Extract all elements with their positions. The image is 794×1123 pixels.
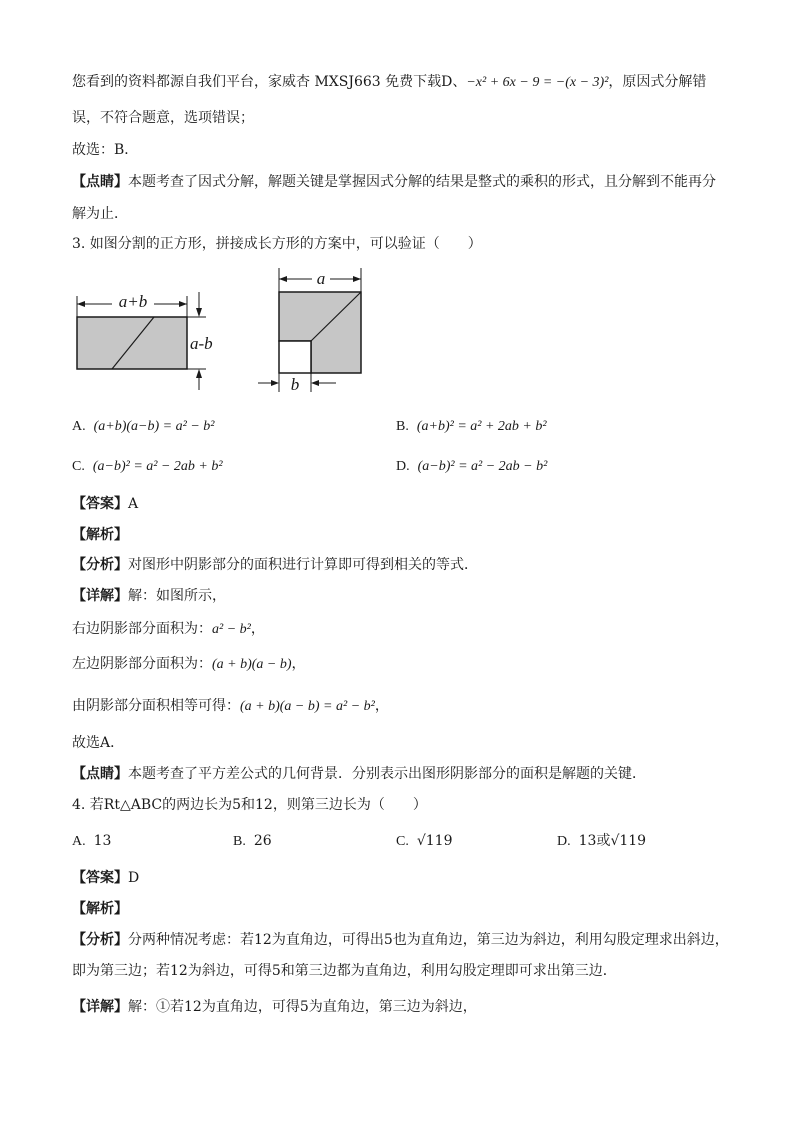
prev-comment-text1: 本题考查了因式分解，解题关键是掌握因式分解的结果是整式的乘积的形式，且分解到不能再分 [128, 174, 716, 190]
q3-answer-tag: 【答案】 [72, 496, 128, 512]
q4-option-a: A. 13 [72, 833, 112, 849]
q3-comment-tag: 【点睛】 [72, 766, 128, 782]
q3-fenxi: 对图形中阴影部分的面积进行计算即可得到相关的等式． [128, 557, 478, 573]
q3-detail-line [72, 586, 226, 606]
q4-stem: 4. 若Rt△ABC的两边长为5和12，则第三边长为（ ） [72, 797, 427, 813]
q3-option-c-math: (a−b)² = a² − 2ab + b² [92, 459, 223, 474]
q3-left-area-text: 左边阴影部分面积为： [72, 656, 212, 672]
q4-fenxi-line2: 即为第三边；若12为斜边，可得5和第三边都为直角边，利用勾股定理即可求出第三边． [72, 963, 617, 979]
prev-comment-line2: 解为止． [72, 206, 128, 222]
q4-fenxi-tag: 【分析】 [72, 932, 128, 948]
q4-detail: 解：①若12为直角边，可得5为直角边，第三边为斜边， [128, 999, 477, 1015]
q4-option-b-text: 26 [253, 833, 272, 849]
q4-analysis-tag: 【解析】 [72, 901, 128, 917]
q3-choose: 故选A． [72, 735, 125, 751]
q3-option-d-math: (a−b)² = a² − 2ab − b² [417, 459, 548, 474]
q3-comment: 本题考查了平方差公式的几何背景．分别表示出图形阴影部分的面积是解题的关键． [128, 766, 646, 782]
q4-answer: D [128, 870, 140, 886]
q3-equal-math: (a + b)(a − b) = a² − b² [240, 699, 375, 714]
q4-answer-tag: 【答案】 [72, 870, 128, 886]
q4-option-a-text: 13 [93, 833, 112, 849]
left-side-label: a-b [190, 334, 213, 353]
q3-option-c: C. (a−b)² = a² − 2ab + b² [72, 459, 223, 474]
q3-answer-line [72, 494, 138, 514]
q3-option-d: D. (a−b)² = a² − 2ab − b² [396, 459, 548, 474]
q4-detail-tag: 【详解】 [72, 999, 128, 1015]
q3-option-a-math: (a+b)(a−b) = a² − b² [93, 419, 215, 434]
q3-fenxi-tag: 【分析】 [72, 557, 128, 573]
right-bottom-label: b [290, 375, 300, 394]
q3-option-b-math: (a+b)² = a² + 2ab + b² [416, 419, 547, 434]
q4-option-c-text: √119 [416, 833, 453, 849]
prev-line1-math: −x² + 6x − 9 = −(x − 3)² [466, 75, 609, 90]
q4-answer-line [72, 868, 139, 888]
q3-right-area-math: a² − b² [212, 622, 251, 637]
q3-fenxi-line [72, 555, 478, 575]
left-rectangle [77, 317, 187, 369]
q3-answer: A [128, 496, 139, 512]
q3-equal-line: 由阴影部分面积相等可得：(a + b)(a − b) = a² − b²， [72, 698, 389, 714]
prev-comment-tag: 【点睛】 [72, 174, 128, 190]
q3-option-a: A. (a+b)(a−b) = a² − b² [72, 419, 215, 434]
prev-line2: 误，不符合题意，选项错误； [72, 110, 254, 126]
q3-right-area-line: 右边阴影部分面积为：a² − b²， [72, 621, 265, 637]
q3-left-area-math: (a + b)(a − b) [212, 657, 292, 672]
q3-equal-text: 由阴影部分面积相等可得： [72, 698, 240, 714]
prev-choose: 故选：B． [72, 142, 139, 158]
prev-line1-suffix: ，原因式分解错 [608, 74, 707, 90]
left-top-label: a+b [118, 292, 148, 311]
q3-detail: 解：如图所示， [128, 588, 226, 604]
q4-option-b: B. 26 [233, 833, 272, 849]
q3-figure [60, 262, 380, 397]
prev-option-d-line [72, 72, 706, 93]
q3-comment-line [72, 764, 646, 784]
q4-option-d: D. 13或√119 [557, 833, 647, 849]
right-top-label: a [316, 269, 326, 288]
right-small-square [279, 341, 311, 373]
q3-right-area-text: 右边阴影部分面积为： [72, 621, 212, 637]
q4-option-d-text: 13或√119 [578, 833, 647, 849]
q3-detail-tag: 【详解】 [72, 588, 128, 604]
prev-comment-line1 [72, 172, 716, 192]
prev-line1-prefix: 您看到的资料都源自我们平台，家威杏 MXSJ663 免费下载D、 [72, 74, 467, 90]
q4-fenxi-line1 [72, 930, 729, 950]
q3-left-area-line: 左边阴影部分面积为：(a + b)(a − b)， [72, 656, 306, 672]
q4-fenxi-1: 分两种情况考虑：若12为直角边，可得出5也为直角边，第三边为斜边，利用勾股定理求出斜边， [128, 932, 729, 948]
q3-analysis-tag: 【解析】 [72, 527, 128, 543]
q4-detail-line [72, 997, 477, 1017]
q3-stem: 3. 如图分割的正方形，拼接成长方形的方案中，可以验证（ ） [72, 236, 482, 252]
q3-option-b: B. (a+b)² = a² + 2ab + b² [396, 419, 547, 434]
q4-option-c: C. √119 [396, 833, 453, 849]
